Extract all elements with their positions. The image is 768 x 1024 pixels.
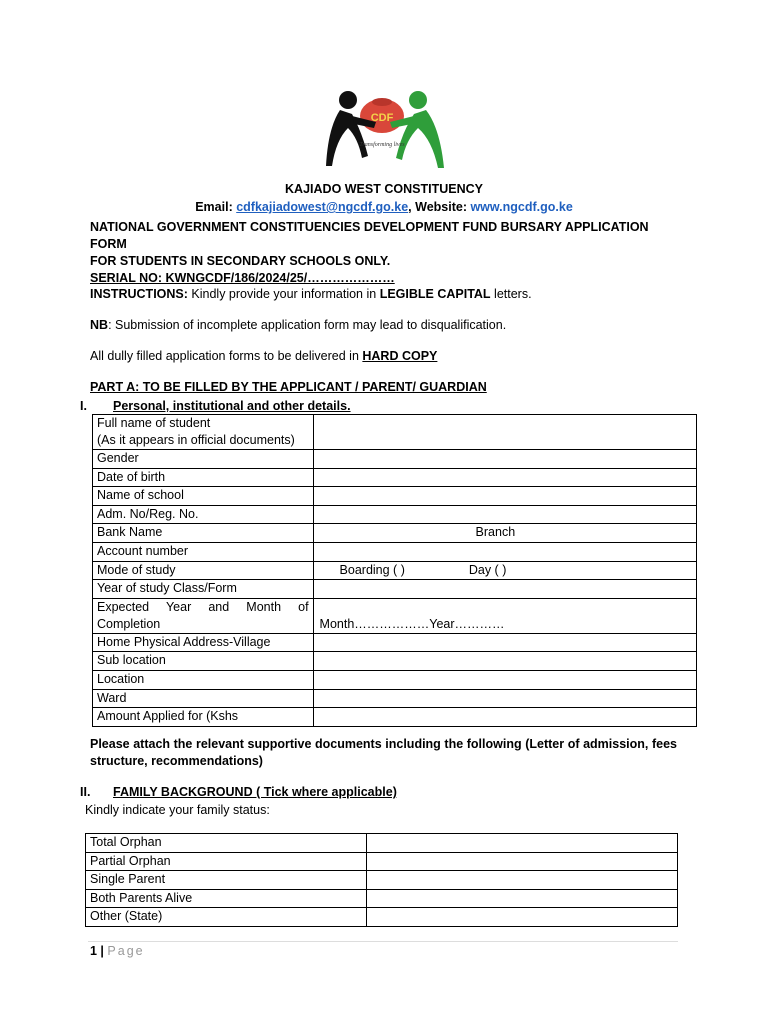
family-option-tick[interactable] xyxy=(367,852,678,871)
year-study-label: Year of study Class/Form xyxy=(93,580,314,599)
table-row xyxy=(93,689,697,708)
ngcdf-logo xyxy=(318,88,448,172)
table-row xyxy=(93,450,697,469)
form-title-line-1: NATIONAL GOVERNMENT CONSTITUENCIES DEVELOPMENT FUND BURSARY APPLICATION FORM xyxy=(90,220,649,251)
bank-label: Bank Name xyxy=(93,524,314,543)
instructions-post: letters. xyxy=(490,287,532,301)
logo-text: CDF xyxy=(370,112,394,124)
day-option[interactable]: Day ( ) xyxy=(468,562,507,577)
location-label: Location xyxy=(93,670,314,689)
instructions-label: INSTRUCTIONS: xyxy=(90,287,188,301)
instructions-pre: Kindly provide your information in xyxy=(187,287,380,301)
table-row xyxy=(93,542,697,561)
expected-completion-field[interactable] xyxy=(313,598,696,633)
dob-label: Date of birth xyxy=(93,468,314,487)
table-row xyxy=(93,708,697,727)
table-row xyxy=(93,487,697,506)
boarding-option[interactable]: Boarding ( ) xyxy=(339,562,405,577)
section-1-number: I. xyxy=(80,399,87,413)
constituency-name: KAJIADO WEST CONSTITUENCY xyxy=(285,182,483,196)
ward-field[interactable] xyxy=(313,689,696,708)
table-row xyxy=(86,871,678,890)
expected-completion-label xyxy=(93,598,314,633)
family-status-table xyxy=(85,833,678,927)
adm-label: Adm. No/Reg. No. xyxy=(93,505,314,524)
family-option-tick[interactable] xyxy=(367,908,678,927)
bank-field[interactable] xyxy=(313,524,696,543)
table-row xyxy=(93,633,697,652)
school-field[interactable] xyxy=(313,487,696,506)
sublocation-field[interactable] xyxy=(313,652,696,671)
full-name-sublabel: (As it appears in official documents) xyxy=(97,433,295,447)
adm-field[interactable] xyxy=(313,505,696,524)
table-row xyxy=(86,889,678,908)
label-cell xyxy=(93,415,314,450)
table-row xyxy=(93,561,697,580)
table-row xyxy=(93,415,697,450)
family-option-tick[interactable] xyxy=(367,871,678,890)
address-label: Home Physical Address-Village xyxy=(93,633,314,652)
month-year-blank: Month………………Year………… xyxy=(319,616,505,631)
family-option-tick[interactable] xyxy=(367,834,678,853)
amount-field[interactable] xyxy=(313,708,696,727)
account-label: Account number xyxy=(93,542,314,561)
page-footer xyxy=(90,944,145,958)
family-option-label: Partial Orphan xyxy=(86,852,367,871)
location-field[interactable] xyxy=(313,670,696,689)
ward-label: Ward xyxy=(93,689,314,708)
family-option-label: Total Orphan xyxy=(86,834,367,853)
table-row xyxy=(86,834,678,853)
section-1-heading xyxy=(80,398,351,415)
expected-label-line-1: Expected Year and Month of xyxy=(97,599,309,614)
table-row xyxy=(93,598,697,633)
family-option-label: Single Parent xyxy=(86,871,367,890)
form-title xyxy=(90,219,680,287)
section-1-title: Personal, institutional and other details. xyxy=(113,399,351,413)
account-field[interactable] xyxy=(313,542,696,561)
table-row xyxy=(93,505,697,524)
branch-label: Branch xyxy=(475,525,516,540)
website-label: , Website: xyxy=(408,200,471,214)
family-option-label: Other (State) xyxy=(86,908,367,927)
page-number: 1 xyxy=(90,944,97,958)
gender-label: Gender xyxy=(93,450,314,469)
table-row xyxy=(93,524,697,543)
delivery-emph: HARD COPY xyxy=(362,349,438,363)
footer-separator: | xyxy=(96,944,108,958)
contact-line xyxy=(0,200,768,214)
personal-details-table xyxy=(92,414,697,727)
amount-label: Amount Applied for (Kshs xyxy=(93,708,314,727)
form-title-line-2: FOR STUDENTS IN SECONDARY SCHOOLS ONLY. xyxy=(90,254,391,268)
section-2-title: FAMILY BACKGROUND ( Tick where applicable) xyxy=(113,785,397,799)
table-row xyxy=(93,670,697,689)
part-a-title: PART A: TO BE FILLED BY THE APPLICANT / PARENT/ GUARDIAN xyxy=(90,380,487,394)
attach-note: Please attach the relevant supportive documents including the following (Letter of admission, fees structure, recommendations) xyxy=(90,737,677,768)
instructions xyxy=(90,286,680,303)
instructions-emph: LEGIBLE CAPITAL xyxy=(379,287,491,301)
address-field[interactable] xyxy=(313,633,696,652)
sublocation-label: Sub location xyxy=(93,652,314,671)
school-label: Name of school xyxy=(93,487,314,506)
serial-number: SERIAL NO: KWNGCDF/186/2024/25/………………… xyxy=(90,271,395,285)
footer-divider xyxy=(88,941,678,942)
table-row xyxy=(93,468,697,487)
nb-text: : Submission of incomplete application form may lead to disqualification. xyxy=(108,318,507,332)
nb-label: NB xyxy=(90,318,109,332)
year-study-field[interactable] xyxy=(313,580,696,599)
delivery-note xyxy=(90,348,680,365)
expected-label-line-2: Completion xyxy=(97,616,161,631)
family-option-tick[interactable] xyxy=(367,889,678,908)
website-link[interactable]: www.ngcdf.go.ke xyxy=(470,200,573,214)
family-prompt: Kindly indicate your family status: xyxy=(85,803,270,817)
gender-field[interactable] xyxy=(313,450,696,469)
mode-label: Mode of study xyxy=(93,561,314,580)
full-name-label: Full name of student xyxy=(97,416,211,430)
nb-note xyxy=(90,317,680,334)
section-2-heading xyxy=(80,784,397,801)
family-option-label: Both Parents Alive xyxy=(86,889,367,908)
delivery-text: All dully filled application forms to be delivered in xyxy=(90,349,363,363)
table-row xyxy=(93,580,697,599)
table-row xyxy=(93,652,697,671)
full-name-field[interactable] xyxy=(313,415,696,450)
dob-field[interactable] xyxy=(313,468,696,487)
table-row xyxy=(86,852,678,871)
email-label: Email: xyxy=(195,200,237,214)
page-label: Page xyxy=(107,944,145,958)
mode-field[interactable] xyxy=(313,561,696,580)
logo-motto: Transforming lives xyxy=(359,142,405,148)
section-2-number: II. xyxy=(80,785,91,799)
email-link[interactable]: cdfkajiadowest@ngcdf.go.ke xyxy=(236,200,409,214)
table-row xyxy=(86,908,678,927)
